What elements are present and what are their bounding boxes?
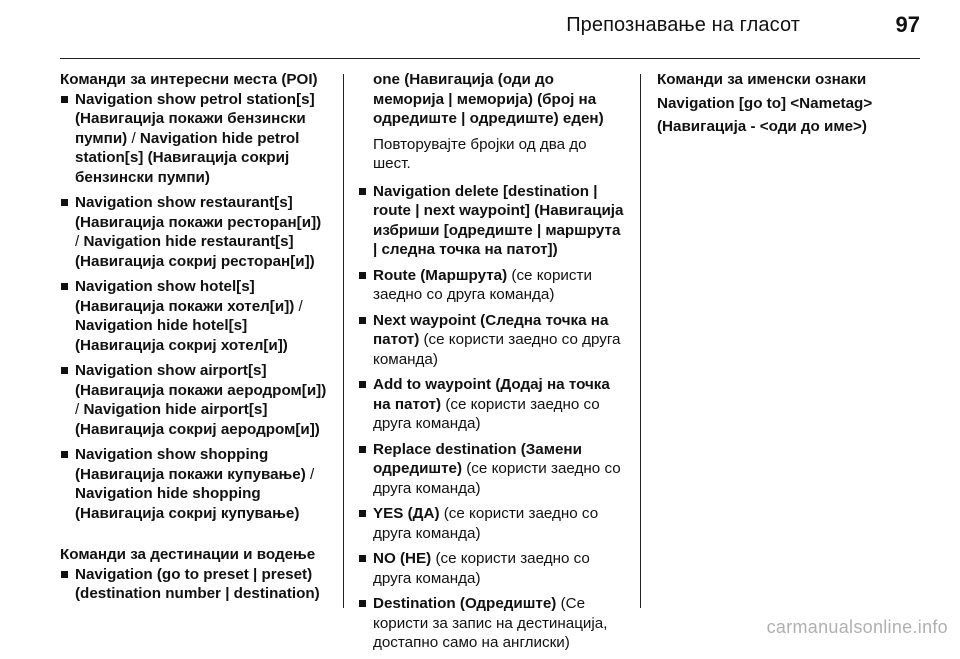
- continued-command: one (Навигација (оди до меморија | меморија) (број на одредиште | одредиште) еден): [373, 71, 604, 127]
- page-number: 97: [895, 12, 920, 37]
- column-divider-2: [640, 74, 641, 608]
- list-item: Navigation show petrol station[s] (Навигација покажи бензински пумпи) / Navigation hide petrol station[s] (Навигација сокриј бензински пумпи): [60, 90, 328, 188]
- continued-note: Повторувајте бројки од два до шест.: [373, 135, 587, 172]
- section-heading-destinations: Команди за дестинации и водење: [60, 546, 316, 563]
- list-item: Navigation delete [destination | route | next waypoint] (Навигација избриши [одредиште | маршрута | следна точка на патот]): [358, 182, 628, 260]
- column-divider-1: [343, 74, 344, 608]
- watermark: carmanualsonline.info: [766, 617, 948, 637]
- list-item: Navigation show shopping (Навигација покажи купување) / Navigation hide shopping (Навигација сокриј купување): [60, 445, 328, 523]
- destination-command-list: [60, 565, 328, 604]
- header-rule: [60, 58, 920, 59]
- column-1: [60, 70, 328, 610]
- list-item: Next waypoint (Следна точка на патот) (се користи заедно со друга команда): [358, 311, 628, 370]
- list-item: Navigation show restaurant[s] (Навигација покажи ресторан[и]) / Navigation hide restaurant[s] (Навигација сокриј ресторан[и]): [60, 193, 328, 271]
- list-item: Add to waypoint (Додај на точка на патот) (се користи заедно со друга команда): [358, 375, 628, 434]
- list-item: Navigation show hotel[s] (Навигација покажи хотел[и]) / Navigation hide hotel[s] (Навигација сокриј хотел[и]): [60, 277, 328, 355]
- nametag-command: Navigation [go to] <Nametag>: [657, 94, 873, 112]
- list-item: Navigation (go to preset | preset) (destination number | destination): [60, 565, 328, 604]
- section-heading-nametag: Команди за именски ознаки: [657, 71, 867, 88]
- list-item: Navigation show airport[s] (Навигација покажи аеродром[и]) / Navigation hide airport[s] (Навигација сокриј аеродром[и]): [60, 361, 328, 439]
- column-2: [358, 70, 628, 659]
- list-item: Replace destination (Замени одредиште) (се користи заедно со друга команда): [358, 440, 628, 499]
- nametag-command-translation: (Навигација - <оди до име>): [657, 118, 867, 135]
- navigation-command-list: [358, 182, 628, 653]
- list-item: YES (ДА) (се користи заедно со друга команда): [358, 504, 628, 543]
- list-item: Destination (Одредиште) (Се користи за запис на дестинација, достапно само на англиски): [358, 594, 628, 653]
- section-heading-poi: Команди за интересни места (POI): [60, 71, 318, 88]
- list-item: Route (Маршрута) (се користи заедно со друга команда): [358, 266, 628, 305]
- list-item: NO (НЕ) (се користи заедно со друга команда): [358, 549, 628, 588]
- header-title: Препознавање на гласот: [566, 14, 800, 36]
- column-3: [657, 70, 927, 141]
- poi-command-list: [60, 90, 328, 524]
